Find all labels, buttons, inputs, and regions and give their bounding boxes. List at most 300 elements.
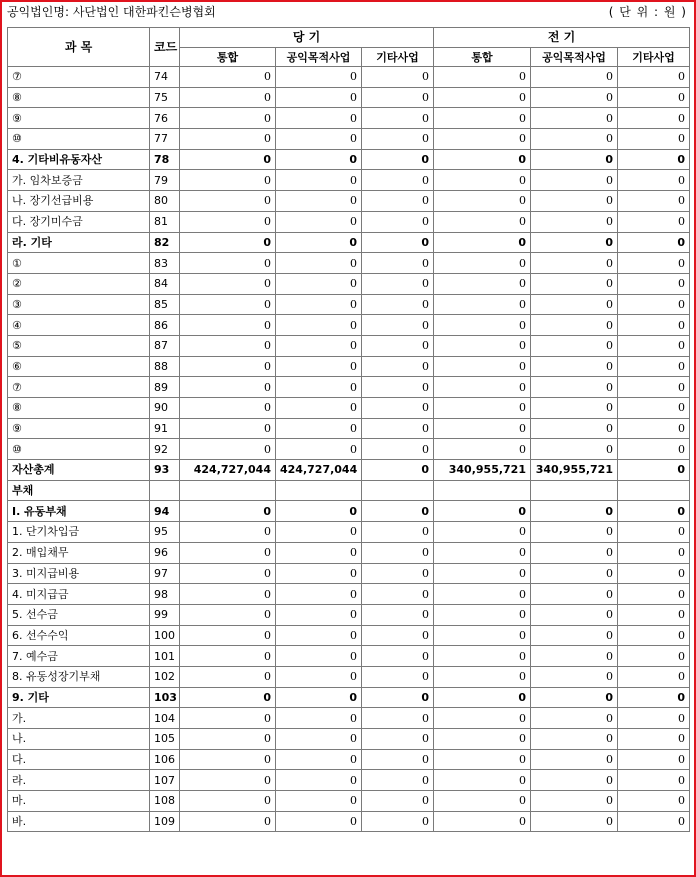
previous-other-value: 0 — [618, 67, 690, 88]
previous-other-value: 0 — [618, 811, 690, 832]
current-public-value: 0 — [276, 584, 362, 605]
current-total-value: 0 — [180, 418, 276, 439]
table-row — [8, 791, 690, 812]
table-row — [8, 294, 690, 315]
table-row — [8, 108, 690, 129]
current-total-value: 0 — [180, 625, 276, 646]
row-code: 83 — [150, 253, 180, 274]
previous-public-value: 0 — [531, 273, 618, 294]
current-total-value: 0 — [180, 87, 276, 108]
previous-public-value: 0 — [531, 67, 618, 88]
row-code: 108 — [150, 791, 180, 812]
previous-total-value: 0 — [434, 149, 531, 170]
previous-total-value — [434, 480, 531, 501]
previous-total-value: 0 — [434, 294, 531, 315]
current-public-value: 0 — [276, 501, 362, 522]
previous-public-value: 0 — [531, 501, 618, 522]
previous-other-value: 0 — [618, 791, 690, 812]
current-other-value: 0 — [362, 418, 434, 439]
current-other-value: 0 — [362, 625, 434, 646]
current-total-value: 0 — [180, 584, 276, 605]
current-total-value: 424,727,044 — [180, 460, 276, 481]
previous-other-value: 0 — [618, 460, 690, 481]
document-header — [7, 3, 687, 21]
current-public-value: 0 — [276, 67, 362, 88]
current-other-value: 0 — [362, 315, 434, 336]
row-code: 93 — [150, 460, 180, 481]
current-total-value: 0 — [180, 522, 276, 543]
previous-other-value: 0 — [618, 253, 690, 274]
current-other-value: 0 — [362, 108, 434, 129]
row-code: 77 — [150, 129, 180, 150]
table-row — [8, 687, 690, 708]
row-label: 5. 선수금 — [8, 604, 150, 625]
current-public-value: 0 — [276, 646, 362, 667]
current-total-value: 0 — [180, 770, 276, 791]
current-other-value: 0 — [362, 646, 434, 667]
current-public-value: 0 — [276, 356, 362, 377]
current-total-value: 0 — [180, 377, 276, 398]
current-total-value: 0 — [180, 666, 276, 687]
current-total-value: 0 — [180, 191, 276, 212]
row-code: 100 — [150, 625, 180, 646]
table-row — [8, 87, 690, 108]
previous-public-value: 0 — [531, 294, 618, 315]
row-label: ⑥ — [8, 356, 150, 377]
row-code: 94 — [150, 501, 180, 522]
table-row — [8, 129, 690, 150]
current-other-value: 0 — [362, 460, 434, 481]
previous-total-value: 0 — [434, 563, 531, 584]
current-public-value: 0 — [276, 377, 362, 398]
table-row — [8, 522, 690, 543]
previous-other-value: 0 — [618, 149, 690, 170]
previous-public-header: 공익목적사업 — [531, 48, 618, 67]
row-code: 97 — [150, 563, 180, 584]
table-row — [8, 356, 690, 377]
table-row — [8, 563, 690, 584]
row-label: ⑩ — [8, 129, 150, 150]
table-row — [8, 708, 690, 729]
row-code: 104 — [150, 708, 180, 729]
row-code: 95 — [150, 522, 180, 543]
previous-other-value: 0 — [618, 273, 690, 294]
row-label: 9. 기타 — [8, 687, 150, 708]
previous-public-value: 0 — [531, 418, 618, 439]
previous-public-value: 0 — [531, 356, 618, 377]
previous-other-value: 0 — [618, 315, 690, 336]
previous-total-value: 0 — [434, 749, 531, 770]
row-code — [150, 480, 180, 501]
previous-public-value: 0 — [531, 646, 618, 667]
row-label: 6. 선수수익 — [8, 625, 150, 646]
previous-other-value: 0 — [618, 439, 690, 460]
previous-other-value: 0 — [618, 749, 690, 770]
current-total-value: 0 — [180, 708, 276, 729]
table-row — [8, 729, 690, 750]
previous-public-value: 0 — [531, 542, 618, 563]
row-label: ③ — [8, 294, 150, 315]
table-row — [8, 273, 690, 294]
previous-other-value: 0 — [618, 356, 690, 377]
previous-total-value: 0 — [434, 708, 531, 729]
previous-total-value: 0 — [434, 687, 531, 708]
row-code: 102 — [150, 666, 180, 687]
table-header-row-1 — [8, 28, 690, 48]
unit-label: ( 단 위 : 원 ) — [608, 5, 687, 19]
previous-total-value: 0 — [434, 811, 531, 832]
previous-total-value: 0 — [434, 729, 531, 750]
current-other-value: 0 — [362, 335, 434, 356]
previous-other-value: 0 — [618, 129, 690, 150]
previous-other-value: 0 — [618, 294, 690, 315]
previous-total-value: 0 — [434, 522, 531, 543]
current-other-value: 0 — [362, 129, 434, 150]
current-public-value: 0 — [276, 211, 362, 232]
table-row — [8, 191, 690, 212]
previous-other-value — [618, 480, 690, 501]
current-public-value: 424,727,044 — [276, 460, 362, 481]
previous-public-value: 0 — [531, 666, 618, 687]
previous-total-value: 0 — [434, 646, 531, 667]
previous-total-value: 340,955,721 — [434, 460, 531, 481]
row-label: ⑧ — [8, 398, 150, 419]
previous-public-value: 0 — [531, 377, 618, 398]
previous-total-value: 0 — [434, 439, 531, 460]
current-other-value: 0 — [362, 149, 434, 170]
current-public-value: 0 — [276, 232, 362, 253]
row-label: ⑧ — [8, 87, 150, 108]
previous-public-value: 0 — [531, 439, 618, 460]
previous-total-value: 0 — [434, 542, 531, 563]
row-label: 자산총계 — [8, 460, 150, 481]
current-other-value: 0 — [362, 211, 434, 232]
current-other-value: 0 — [362, 191, 434, 212]
current-other-value: 0 — [362, 770, 434, 791]
current-total-value: 0 — [180, 129, 276, 150]
previous-total-value: 0 — [434, 666, 531, 687]
current-other-value: 0 — [362, 273, 434, 294]
current-public-value: 0 — [276, 522, 362, 543]
previous-other-value: 0 — [618, 542, 690, 563]
row-label: 가. 임차보증금 — [8, 170, 150, 191]
row-label: 라. 기타 — [8, 232, 150, 253]
previous-public-value: 0 — [531, 687, 618, 708]
current-other-value: 0 — [362, 584, 434, 605]
previous-public-value: 0 — [531, 315, 618, 336]
previous-total-value: 0 — [434, 501, 531, 522]
current-public-value: 0 — [276, 418, 362, 439]
current-public-value: 0 — [276, 149, 362, 170]
table-row — [8, 232, 690, 253]
previous-public-value: 0 — [531, 522, 618, 543]
current-public-value: 0 — [276, 729, 362, 750]
previous-public-value: 0 — [531, 563, 618, 584]
current-other-value: 0 — [362, 439, 434, 460]
current-total-value: 0 — [180, 170, 276, 191]
row-label: 1. 단기차입금 — [8, 522, 150, 543]
current-other-value: 0 — [362, 542, 434, 563]
previous-other-value: 0 — [618, 522, 690, 543]
previous-other-value: 0 — [618, 87, 690, 108]
row-code: 91 — [150, 418, 180, 439]
current-total-value: 0 — [180, 335, 276, 356]
current-total-value: 0 — [180, 501, 276, 522]
previous-public-value — [531, 480, 618, 501]
current-other-value: 0 — [362, 522, 434, 543]
current-other-value: 0 — [362, 170, 434, 191]
current-total-value: 0 — [180, 563, 276, 584]
row-label: ① — [8, 253, 150, 274]
row-label: 2. 매입채무 — [8, 542, 150, 563]
row-label: ⑦ — [8, 67, 150, 88]
previous-public-value: 0 — [531, 708, 618, 729]
previous-other-value: 0 — [618, 501, 690, 522]
row-label: Ⅰ. 유동부채 — [8, 501, 150, 522]
table-row — [8, 770, 690, 791]
row-label: 부채 — [8, 480, 150, 501]
current-total-value: 0 — [180, 749, 276, 770]
current-public-value: 0 — [276, 604, 362, 625]
previous-other-value: 0 — [618, 729, 690, 750]
previous-total-value: 0 — [434, 604, 531, 625]
row-code: 80 — [150, 191, 180, 212]
current-total-value: 0 — [180, 108, 276, 129]
row-label: 바. — [8, 811, 150, 832]
row-label: ⑦ — [8, 377, 150, 398]
current-total-value: 0 — [180, 604, 276, 625]
previous-public-value: 0 — [531, 791, 618, 812]
current-other-header: 기타사업 — [362, 48, 434, 67]
current-public-value: 0 — [276, 687, 362, 708]
current-public-value: 0 — [276, 791, 362, 812]
current-other-value: 0 — [362, 687, 434, 708]
previous-other-value: 0 — [618, 708, 690, 729]
row-label: 다. 장기미수금 — [8, 211, 150, 232]
previous-period-header: 전 기 — [434, 28, 690, 48]
table-row — [8, 480, 690, 501]
previous-other-value: 0 — [618, 335, 690, 356]
previous-total-value: 0 — [434, 356, 531, 377]
previous-public-value: 0 — [531, 749, 618, 770]
row-code: 75 — [150, 87, 180, 108]
row-label: 4. 기타비유동자산 — [8, 149, 150, 170]
current-total-value: 0 — [180, 315, 276, 336]
row-code: 76 — [150, 108, 180, 129]
row-code: 90 — [150, 398, 180, 419]
row-label: ⑨ — [8, 418, 150, 439]
row-code: 109 — [150, 811, 180, 832]
previous-public-value: 0 — [531, 191, 618, 212]
row-code: 92 — [150, 439, 180, 460]
row-code: 84 — [150, 273, 180, 294]
previous-other-value: 0 — [618, 211, 690, 232]
row-label: ② — [8, 273, 150, 294]
current-public-header: 공익목적사업 — [276, 48, 362, 67]
subject-header: 과 목 — [8, 28, 150, 67]
row-label: ⑤ — [8, 335, 150, 356]
previous-other-value: 0 — [618, 108, 690, 129]
previous-public-value: 0 — [531, 232, 618, 253]
previous-public-value: 0 — [531, 108, 618, 129]
current-public-value: 0 — [276, 170, 362, 191]
current-other-value — [362, 480, 434, 501]
current-other-value: 0 — [362, 666, 434, 687]
table-row — [8, 67, 690, 88]
current-public-value: 0 — [276, 129, 362, 150]
current-public-value: 0 — [276, 191, 362, 212]
previous-total-value: 0 — [434, 791, 531, 812]
previous-public-value: 0 — [531, 129, 618, 150]
current-other-value: 0 — [362, 501, 434, 522]
row-label: 다. — [8, 749, 150, 770]
current-total-value: 0 — [180, 294, 276, 315]
current-other-value: 0 — [362, 356, 434, 377]
previous-total-value: 0 — [434, 335, 531, 356]
current-total-value: 0 — [180, 273, 276, 294]
previous-public-value: 0 — [531, 253, 618, 274]
table-row — [8, 811, 690, 832]
row-label: 3. 미지급비용 — [8, 563, 150, 584]
current-other-value: 0 — [362, 253, 434, 274]
row-code: 87 — [150, 335, 180, 356]
current-other-value: 0 — [362, 398, 434, 419]
current-public-value: 0 — [276, 666, 362, 687]
current-public-value: 0 — [276, 770, 362, 791]
current-total-value: 0 — [180, 356, 276, 377]
previous-public-value: 0 — [531, 87, 618, 108]
current-total-value: 0 — [180, 687, 276, 708]
financial-statement-table — [7, 27, 690, 832]
table-row — [8, 253, 690, 274]
current-other-value: 0 — [362, 708, 434, 729]
previous-total-value: 0 — [434, 129, 531, 150]
previous-other-value: 0 — [618, 770, 690, 791]
previous-other-value: 0 — [618, 646, 690, 667]
current-public-value: 0 — [276, 273, 362, 294]
current-public-value: 0 — [276, 253, 362, 274]
table-row — [8, 604, 690, 625]
previous-public-value: 0 — [531, 149, 618, 170]
current-total-value: 0 — [180, 439, 276, 460]
current-other-value: 0 — [362, 563, 434, 584]
previous-other-value: 0 — [618, 563, 690, 584]
previous-total-value: 0 — [434, 398, 531, 419]
table-row — [8, 646, 690, 667]
row-label: 라. — [8, 770, 150, 791]
previous-total-value: 0 — [434, 67, 531, 88]
row-label: 나. — [8, 729, 150, 750]
current-other-value: 0 — [362, 294, 434, 315]
row-code: 98 — [150, 584, 180, 605]
previous-public-value: 0 — [531, 211, 618, 232]
previous-other-value: 0 — [618, 398, 690, 419]
row-code: 103 — [150, 687, 180, 708]
table-row — [8, 398, 690, 419]
previous-total-value: 0 — [434, 191, 531, 212]
previous-public-value: 0 — [531, 729, 618, 750]
organization-name: 공익법인명: 사단법인 대한파킨슨병협회 — [7, 5, 216, 19]
row-code: 78 — [150, 149, 180, 170]
previous-total-value: 0 — [434, 170, 531, 191]
current-total-value: 0 — [180, 811, 276, 832]
previous-total-value: 0 — [434, 232, 531, 253]
table-row — [8, 315, 690, 336]
current-total-header: 통합 — [180, 48, 276, 67]
current-other-value: 0 — [362, 377, 434, 398]
current-total-value: 0 — [180, 542, 276, 563]
current-total-value: 0 — [180, 729, 276, 750]
row-code: 79 — [150, 170, 180, 191]
current-public-value: 0 — [276, 108, 362, 129]
current-public-value: 0 — [276, 87, 362, 108]
current-total-value: 0 — [180, 253, 276, 274]
current-public-value: 0 — [276, 749, 362, 770]
current-public-value — [276, 480, 362, 501]
table-row — [8, 418, 690, 439]
previous-public-value: 0 — [531, 335, 618, 356]
previous-public-value: 0 — [531, 625, 618, 646]
row-label: ④ — [8, 315, 150, 336]
previous-total-value: 0 — [434, 108, 531, 129]
previous-total-value: 0 — [434, 625, 531, 646]
previous-other-header: 기타사업 — [618, 48, 690, 67]
row-code: 101 — [150, 646, 180, 667]
current-other-value: 0 — [362, 749, 434, 770]
row-code: 82 — [150, 232, 180, 253]
previous-total-header: 통합 — [434, 48, 531, 67]
row-code: 96 — [150, 542, 180, 563]
row-label: 4. 미지급금 — [8, 584, 150, 605]
row-label: 마. — [8, 791, 150, 812]
previous-total-value: 0 — [434, 418, 531, 439]
table-row — [8, 501, 690, 522]
table-row — [8, 625, 690, 646]
row-label: ⑨ — [8, 108, 150, 129]
previous-total-value: 0 — [434, 377, 531, 398]
previous-total-value: 0 — [434, 584, 531, 605]
previous-public-value: 0 — [531, 604, 618, 625]
current-public-value: 0 — [276, 335, 362, 356]
current-other-value: 0 — [362, 791, 434, 812]
current-other-value: 0 — [362, 729, 434, 750]
table-row — [8, 666, 690, 687]
row-code: 99 — [150, 604, 180, 625]
previous-other-value: 0 — [618, 625, 690, 646]
current-period-header: 당 기 — [180, 28, 434, 48]
previous-other-value: 0 — [618, 377, 690, 398]
current-total-value: 0 — [180, 211, 276, 232]
row-label: 8. 유동성장기부채 — [8, 666, 150, 687]
previous-other-value: 0 — [618, 232, 690, 253]
current-total-value: 0 — [180, 149, 276, 170]
row-label: 나. 장기선급비용 — [8, 191, 150, 212]
table-row — [8, 170, 690, 191]
current-total-value: 0 — [180, 646, 276, 667]
row-code: 81 — [150, 211, 180, 232]
current-total-value: 0 — [180, 232, 276, 253]
row-code: 106 — [150, 749, 180, 770]
previous-total-value: 0 — [434, 273, 531, 294]
current-public-value: 0 — [276, 542, 362, 563]
previous-other-value: 0 — [618, 170, 690, 191]
current-other-value: 0 — [362, 232, 434, 253]
previous-public-value: 0 — [531, 770, 618, 791]
current-total-value: 0 — [180, 398, 276, 419]
previous-public-value: 0 — [531, 398, 618, 419]
previous-other-value: 0 — [618, 584, 690, 605]
row-code: 105 — [150, 729, 180, 750]
